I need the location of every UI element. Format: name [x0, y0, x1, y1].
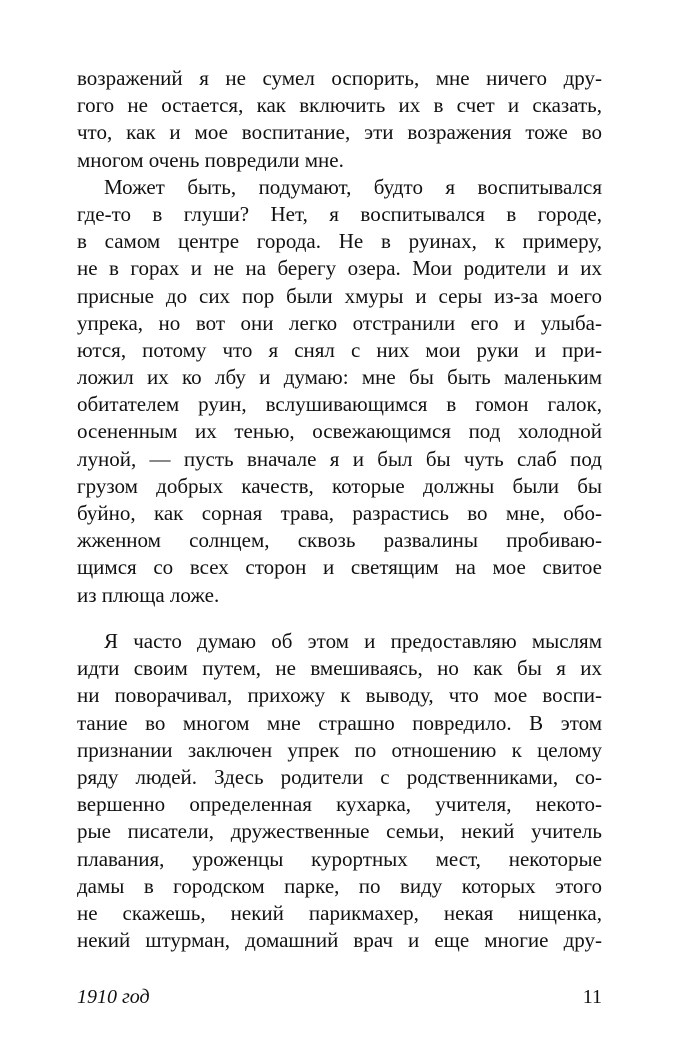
text-line: рые писатели, дружественные семьи, некий учитель [77, 819, 602, 844]
main-text-top [77, 65, 602, 609]
text-line: Может быть, подумают, будто я воспитывался [104, 174, 602, 199]
text-line: упрека, но вот они легко отстранили его и улыба- [77, 310, 602, 335]
text-line: обитателем руин, вслушивающимся в гомон галок, [77, 392, 602, 417]
text-line: плавания, уроженцы курортных мест, некоторые [77, 846, 602, 871]
text-line: ются, потому что я снял с них мои руки и при- [77, 337, 602, 362]
text-line: Я часто думаю об этом и предоставляю мыслям [104, 629, 602, 653]
text-line: некий штурман, домашний врач и еще многие дру- [77, 928, 602, 953]
text-line: дамы в городском парке, по виду которых этого [77, 873, 602, 898]
text-line: в самом центре города. Не в руинах, к примеру, [77, 229, 602, 254]
text-line: не скажешь, некий парикмахер, некая нищенка, [77, 900, 602, 925]
text-line: возражений я не сумел оспорить, мне ничего дру- [77, 66, 602, 90]
text-line: многом очень повредили мне. [77, 147, 344, 172]
text-line: ложил их ко лбу и думаю: мне бы быть маленьким [77, 365, 602, 390]
text-line: присные до сих пор были хмуры и серы из-за моего [77, 283, 602, 308]
paragraph [77, 65, 602, 174]
text-line: вершенно определенная кухарка, учителя, некото- [77, 792, 602, 817]
paragraph [77, 174, 602, 609]
text-line: из плюща ложе. [77, 582, 220, 607]
text-line: где-то в глуши? Нет, я воспитывался в городе, [77, 201, 602, 226]
text-line: жженном солнцем, сквозь развалины пробиваю- [77, 528, 602, 553]
text-line: осененным их тенью, освежающимся под холодной [77, 419, 602, 444]
text-line: гого не остается, как включить их в счет и сказать, [77, 93, 602, 118]
text-line: что, как и мое воспитание, эти возражения тоже во [77, 120, 602, 145]
text-line: луной, — пусть вначале я и был бы чуть слаб под [77, 446, 602, 471]
text-line: идти своим путем, не вмешиваясь, но как бы я их [77, 656, 602, 681]
running-head: 1910 год [77, 986, 150, 1008]
text-line: не в горах и не на берегу озера. Мои родители и их [77, 256, 602, 281]
text-line: буйно, как сорная трава, разрастись во мне, обо- [77, 501, 602, 525]
text-line: ни поворачивал, прихожу к выводу, что мое воспи- [77, 683, 602, 708]
text-line: щимся со всех сторон и светящим на мое свитое [77, 555, 602, 580]
text-line: признании заключен упрек по отношению к целому [77, 737, 602, 762]
paragraph [77, 628, 602, 954]
text-line: грузом добрых качеств, которые должны были бы [77, 473, 602, 498]
page-number: 11 [582, 986, 602, 1008]
text-line: тание во многом мне страшно повредило. В этом [77, 710, 602, 735]
main-text-bottom [77, 628, 602, 954]
text-line: ряду людей. Здесь родители с родственниками, со- [77, 764, 602, 789]
